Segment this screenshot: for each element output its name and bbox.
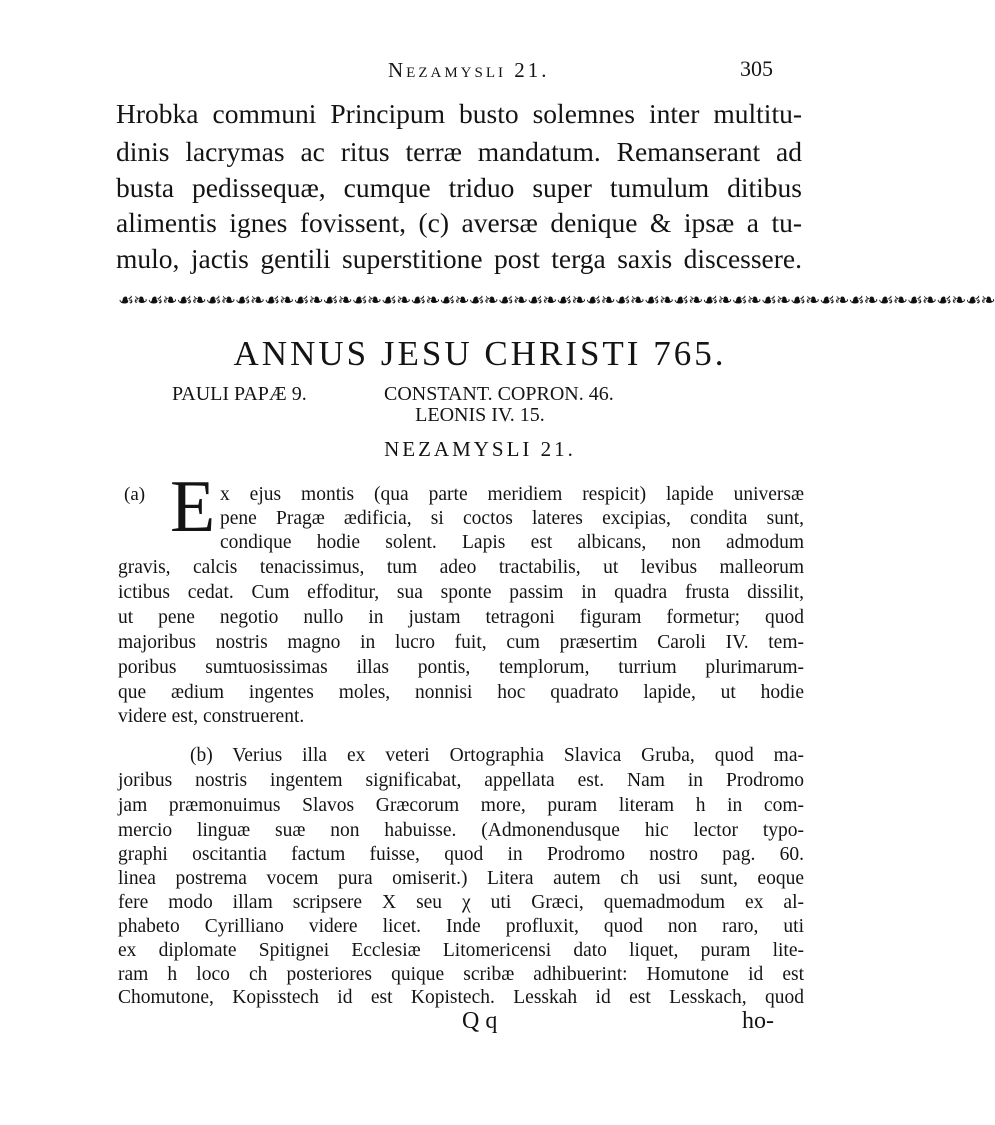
regnal-pauli: PAULI PAPÆ 9. <box>172 383 307 405</box>
footnote-line: Chomutone, Kopisstech id est Kopistech. Lesskah id est Lesskach, quod <box>118 987 804 1008</box>
footnote-line: graphi oscitantia factum fuisse, quod in Prodromo nostro pag. 60. <box>118 844 804 865</box>
regnal-leonis: LEONIS IV. 15. <box>415 404 545 426</box>
footnote-line: ut pene negotio nullo in justam tetragoni figuram formetur; quod <box>118 607 804 628</box>
regnal-constant: CONSTANT. COPRON. 46. <box>384 383 614 405</box>
footnote-line: condique hodie solent. Lapis est albicans, non admodum <box>220 532 804 553</box>
body-line: Hrobka communi Principum busto solemnes inter multitu- <box>116 98 802 129</box>
footnote-line: videre est, construerent. <box>118 706 305 727</box>
footnote-marker: (a) <box>124 484 146 505</box>
regnal-nezamysli: NEZAMYSLI 21. <box>384 437 576 461</box>
section-heading: ANNUS JESU CHRISTI 765. <box>233 334 727 373</box>
running-title: Nezamysli 21. <box>388 58 550 82</box>
footnote-line: majoribus nostris magno in lucro fuit, cum præsertim Caroli IV. tem- <box>118 632 804 653</box>
footnote-line: x ejus montis (qua parte meridiem respicit) lapide universæ <box>220 484 804 505</box>
footnote-line: phabeto Cyrilliano videre licet. Inde profluxit, quod non raro, uti <box>118 916 804 937</box>
footnote-line: ictibus cedat. Cum effoditur, sua sponte passim in quadra frusta dissilit, <box>118 582 804 603</box>
body-line: alimentis ignes fovissent, (c) aversæ denique & ipsæ a tu- <box>116 207 802 238</box>
footnote-line: ram h loco ch posteriores quique scribæ adhibuerint: Homutone id est <box>118 964 804 985</box>
footnote-line: pene Pragæ ædificia, si coctos lateres excipias, condita sunt, <box>220 508 804 529</box>
body-line: busta pedissequæ, cumque triduo super tumulum ditibus <box>116 172 802 203</box>
drop-cap: E <box>170 466 216 548</box>
catchword: ho- <box>742 1008 774 1034</box>
footnote-line: mercio linguæ suæ non habuisse. (Admonendusque hic lector typo- <box>118 820 804 841</box>
ornamental-divider: ☙❧☙❧☙❧☙❧☙❧☙❧☙❧☙❧☙❧☙❧☙❧☙❧☙❧☙❧☙❧☙❧☙❧☙❧☙❧☙❧☙❧☙❧☙❧☙❧☙❧☙❧☙❧☙❧☙❧☙❧ <box>118 290 995 310</box>
footnote-line: poribus sumtuosissimas illas pontis, templorum, turrium plurimarum- <box>118 657 804 678</box>
body-line: mulo, jactis gentili superstitione post terga saxis discessere. <box>116 243 802 274</box>
footnote-line: ex diplomate Spitignei Ecclesiæ Litomericensi dato liquet, puram lite- <box>118 940 804 961</box>
body-line: dinis lacrymas ac ritus terræ mandatum. Remanserant ad <box>116 136 802 167</box>
signature-mark: Q q <box>462 1008 498 1034</box>
page-number: 305 <box>740 56 773 81</box>
running-head <box>0 58 960 88</box>
footnote-line: jam præmonuimus Slavos Græcorum more, puram literam h in com- <box>118 795 804 816</box>
footnote-line: que ædium ingentes moles, nonnisi hoc quadrato lapide, ut hodie <box>118 682 804 703</box>
footnote-line: linea postrema vocem pura omiserit.) Litera autem ch usi sunt, eoque <box>118 868 804 889</box>
footnote-line: fere modo illam scripsere X seu χ uti Græci, quemadmodum ex al- <box>118 892 804 913</box>
footnote-line: gravis, calcis tenacissimus, tum adeo tractabilis, ut levibus malleorum <box>118 557 804 578</box>
footnote-line: joribus nostris ingentem significabat, appellata est. Nam in Prodromo <box>118 770 804 791</box>
footnote-line: (b) Verius illa ex veteri Ortographia Slavica Gruba, quod ma- <box>190 745 804 766</box>
